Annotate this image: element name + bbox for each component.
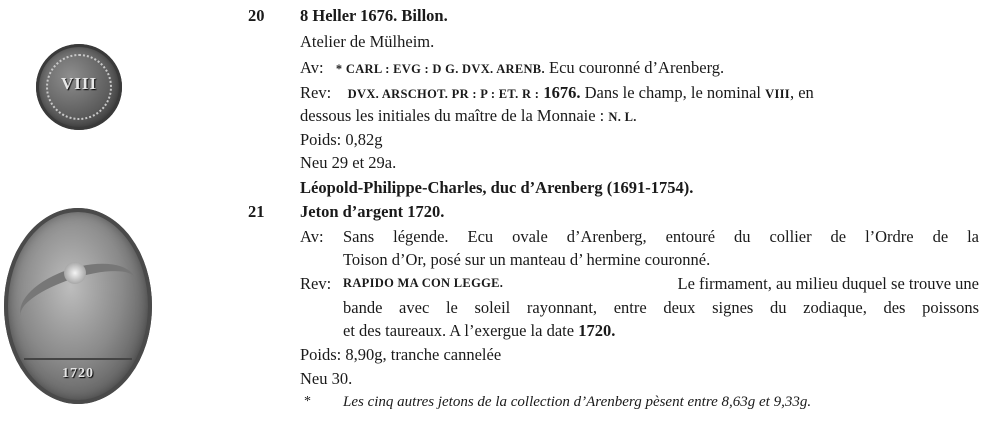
av-legend: * CARL : EVG : D G. DVX. ARENB.	[335, 62, 545, 76]
entry-reverse-20	[300, 83, 814, 104]
section-heading: Léopold-Philippe-Charles, duc d’Arenberg (1691-1754).	[300, 178, 694, 197]
footnote-marker: *	[304, 394, 311, 409]
av-label: Av:	[300, 58, 324, 77]
coin-image-jeton	[4, 208, 152, 404]
av-line2-21: Toison d’Or, posé sur un manteau d’ hermine couronné.	[343, 250, 711, 269]
rev-text3-21: et des taureaux. A l’exergue la date	[343, 321, 575, 340]
entry-atelier-20: Atelier de Mülheim.	[300, 32, 435, 51]
rev-description-end: , en	[789, 83, 814, 102]
entry-weight-21: Poids: 8,90g, tranche cannelée	[300, 345, 502, 364]
coin-date-text: 1720	[62, 366, 94, 381]
rev-description: Dans le champ, le nominal	[584, 83, 761, 102]
entry-number-20: 20	[248, 6, 265, 25]
rev-nominal: VIII	[765, 87, 790, 101]
entry-weight-20: Poids: 0,82g	[300, 130, 383, 149]
entry-title-20: 8 Heller 1676. Billon.	[300, 6, 448, 25]
coin-nominal-text: VIII	[60, 74, 98, 93]
av-line1-21: Sans légende. Ecu ovale d’Arenberg, entouré du collier de l’Ordre de la	[343, 227, 979, 246]
rev-line2: dessous les initiales du maître de la Monnaie :	[300, 106, 605, 125]
footnote-text: Les cinq autres jetons de la collection d’Arenberg pèsent entre 8,63g et 9,33g.	[343, 394, 812, 410]
av-description: Ecu couronné d’Arenberg.	[549, 58, 725, 77]
rev-year: 1676.	[543, 83, 581, 102]
rev-label-21: Rev:	[300, 274, 332, 293]
rev-date-21: 1720.	[578, 321, 616, 340]
rev-text1-21: Le firmament, au milieu duquel se trouve une	[677, 274, 979, 293]
rev-legend: DVX. ARSCHOT. PR : P : ET. R :	[347, 87, 540, 101]
entry-neu-21: Neu 30.	[300, 369, 353, 388]
av-label-21: Av:	[300, 227, 324, 246]
rev-line1-21	[343, 274, 979, 293]
coin-image-8-heller	[36, 44, 122, 130]
entry-reverse-20-line2	[300, 106, 637, 127]
coin-exergue	[24, 358, 132, 360]
entry-obverse-20	[300, 58, 724, 79]
entry-title-21: Jeton d’argent 1720.	[300, 202, 445, 221]
rev-line2-21: bande avec le soleil rayonnant, entre deux signes du zodiaque, des poissons	[343, 298, 979, 317]
rev-initials: N. L.	[608, 110, 637, 124]
rev-legend-21: RAPIDO MA CON LEGGE.	[343, 276, 504, 290]
rev-label: Rev:	[300, 83, 332, 102]
entry-neu-20: Neu 29 et 29a.	[300, 153, 397, 172]
sun-icon	[64, 262, 86, 284]
rev-line3-21	[343, 321, 615, 340]
entry-number-21: 21	[248, 202, 265, 221]
